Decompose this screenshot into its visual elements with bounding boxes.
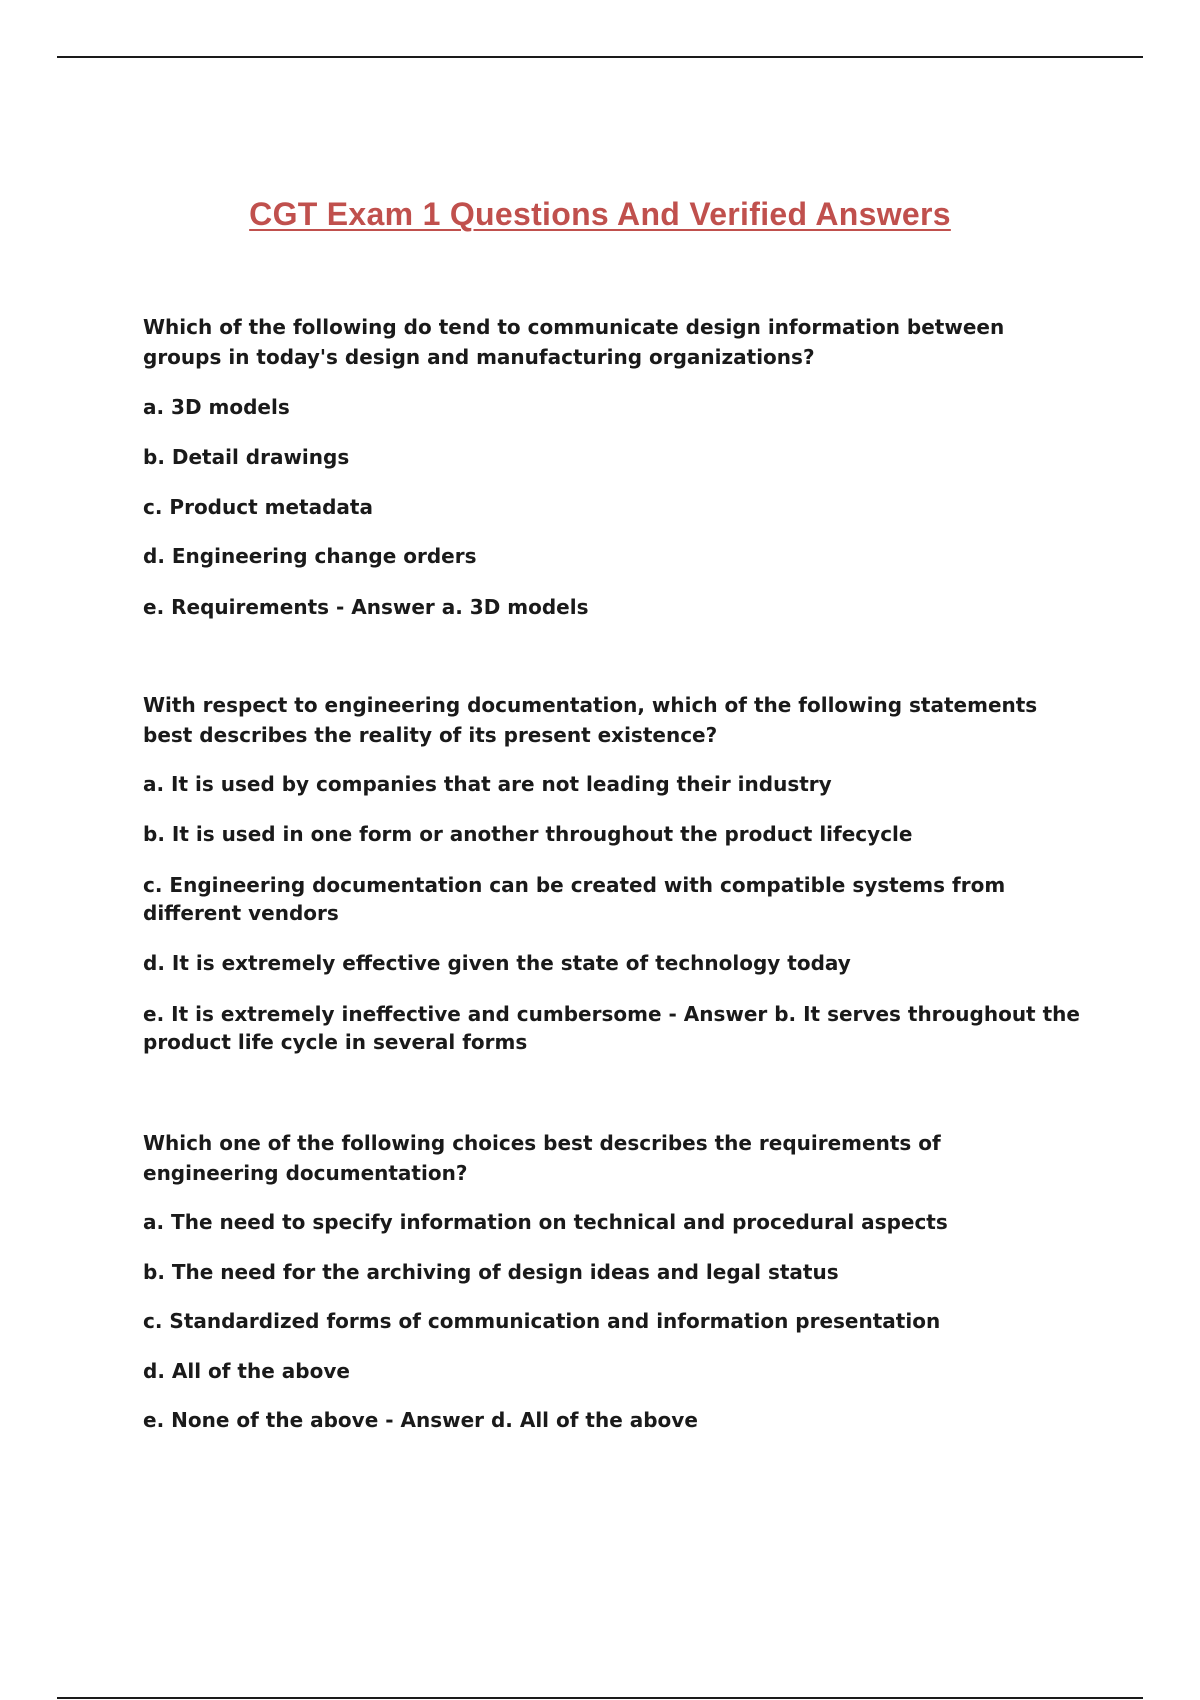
- question-2-option-b: b. It is used in one form or another throughout the product lifecycle: [143, 822, 913, 846]
- document-title: [0, 196, 1200, 233]
- question-3-option-d: d. All of the above: [143, 1359, 350, 1383]
- question-3-option-e-answer: e. None of the above - Answer d. All of the above: [143, 1408, 698, 1432]
- question-1-option-e-answer: e. Requirements - Answer a. 3D models: [143, 595, 589, 619]
- question-1-text: Which of the following do tend to communicate design information between groups in today's design and manufacturing organizations?: [143, 315, 1005, 369]
- question-1-option-d: d. Engineering change orders: [143, 544, 477, 568]
- question-2-option-c: c. Engineering documentation can be created with compatible systems from different vendors: [143, 873, 1006, 925]
- question-3-option-c: c. Standardized forms of communication and information presentation: [143, 1309, 941, 1333]
- question-2-option-d: d. It is extremely effective given the state of technology today: [143, 951, 851, 975]
- question-2-option-a: a. It is used by companies that are not leading their industry: [143, 772, 832, 796]
- question-3-option-a: a. The need to specify information on technical and procedural aspects: [143, 1210, 948, 1234]
- document-title-text: CGT Exam 1 Questions And Verified Answers: [249, 196, 951, 232]
- question-1-option-b: b. Detail drawings: [143, 445, 350, 469]
- question-1-option-a: a. 3D models: [143, 395, 290, 419]
- question-1-option-c: c. Product metadata: [143, 495, 373, 519]
- question-2-text: With respect to engineering documentation, which of the following statements best describes the reality of its present existence?: [143, 693, 1038, 747]
- question-3-option-b: b. The need for the archiving of design ideas and legal status: [143, 1260, 839, 1284]
- question-3-text: Which one of the following choices best describes the requirements of engineering documentation?: [143, 1131, 941, 1185]
- top-rule: [57, 56, 1143, 58]
- question-2-option-e-answer: e. It is extremely ineffective and cumbersome - Answer b. It serves throughout the product life cycle in several forms: [143, 1002, 1080, 1054]
- bottom-rule: [57, 1697, 1143, 1699]
